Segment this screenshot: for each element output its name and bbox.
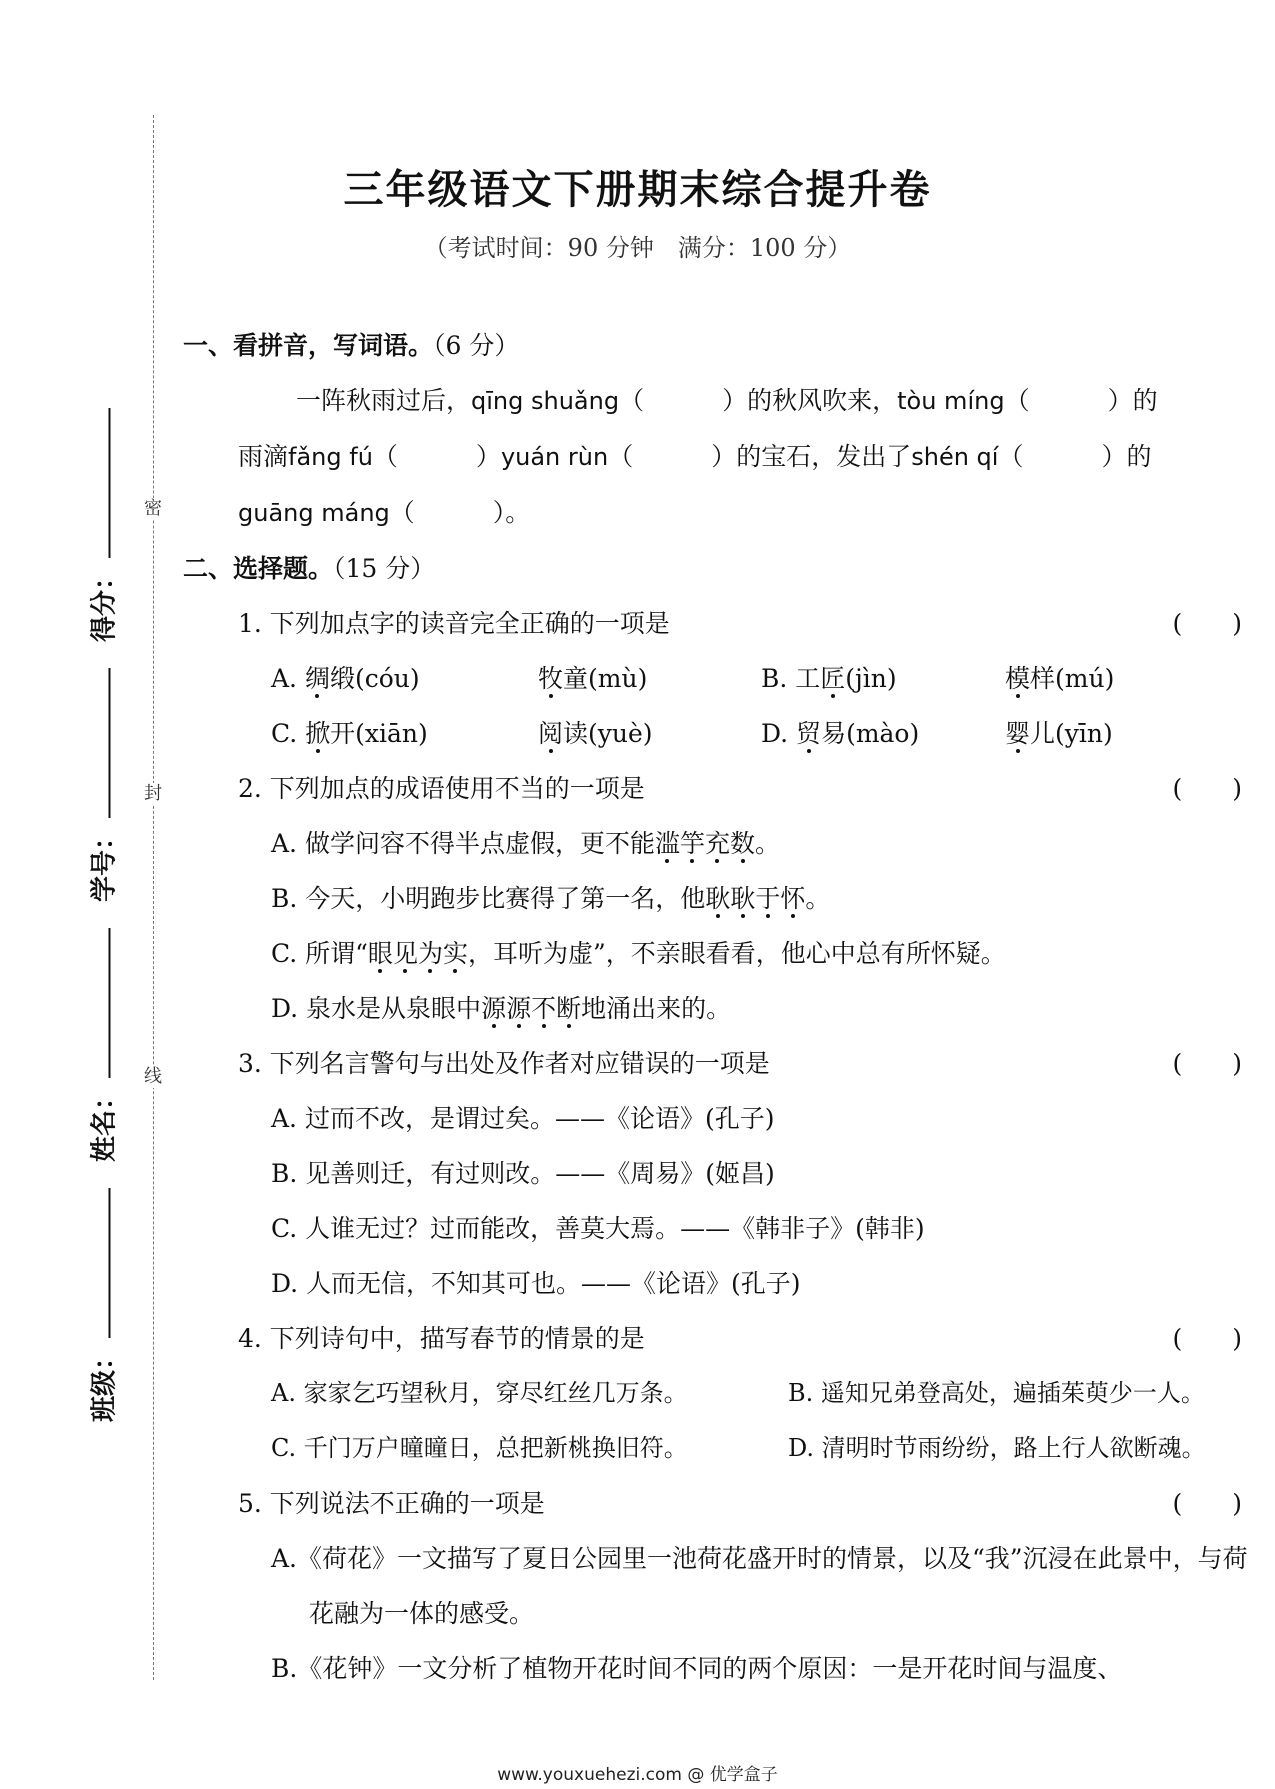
class-blank[interactable]	[108, 1188, 110, 1338]
q4-option-a[interactable]: A. 家家乞巧望秋月，穿尽红丝几万条。	[271, 1379, 688, 1407]
class-field[interactable]	[72, 1175, 132, 1435]
exam-subtitle: （考试时间：90 分钟 满分：100 分）	[423, 234, 852, 262]
exam-title: 三年级语文下册期末综合提升卷	[343, 167, 932, 213]
q2-option-a[interactable]: A. 做学问容不得半点虚假，更不能滥竽充数。	[271, 829, 781, 858]
question-2-stem: 2. 下列加点的成语使用不当的一项是 ( )	[183, 761, 1248, 816]
q1-option-a1[interactable]: A. 绸缎(cóu)	[271, 664, 420, 693]
answer-paren-4[interactable]: ( )	[1172, 1324, 1242, 1353]
section-2-heading: 二、选择题。（15 分）	[183, 554, 436, 583]
exam-content	[183, 318, 1248, 1696]
answer-paren-2[interactable]: ( )	[1172, 774, 1242, 803]
q3-option-d[interactable]: D. 人而无信，不知其可也。——《论语》(孔子)	[271, 1269, 801, 1298]
q1-option-a2: 牧童(mù)	[538, 664, 648, 693]
answer-paren-5[interactable]: ( )	[1172, 1489, 1242, 1518]
q2-option-b[interactable]: B. 今天，小明跑步比赛得了第一名，他耿耿于怀。	[271, 884, 831, 913]
answer-paren-1[interactable]: ( )	[1172, 609, 1242, 638]
question-4-stem: 4. 下列诗句中，描写春节的情景的是 ( )	[183, 1311, 1248, 1366]
seal-dashed-line	[153, 115, 154, 1680]
seal-char-mi: 密	[144, 498, 162, 519]
q4-option-c[interactable]: C. 千门万户曈曈日，总把新桃换旧符。	[271, 1434, 688, 1462]
pinyin-line-2: 雨滴fǎng fú（ ）yuán rùn（ ）的宝石，发出了shén qí（ ）的	[238, 442, 1152, 471]
pinyin-line-3: guāng máng（ ）。	[238, 498, 531, 527]
score-blank[interactable]	[108, 408, 110, 558]
q3-option-b[interactable]: B. 见善则迁，有过则改。——《周易》(姬昌)	[271, 1159, 775, 1188]
q1-option-b1[interactable]: B. 工匠(jìn)	[761, 664, 897, 693]
q3-option-c[interactable]: C. 人谁无过？过而能改，善莫大焉。——《韩非子》(韩非)	[271, 1214, 925, 1243]
class-label: 班级：	[89, 1343, 120, 1423]
question-1-options-row-1	[183, 651, 1248, 706]
name-label: 姓名：	[89, 1083, 120, 1163]
score-field[interactable]	[72, 395, 132, 655]
question-4-options-row-1	[183, 1366, 1248, 1421]
student-id-field[interactable]	[72, 655, 132, 915]
question-4-options-row-2	[183, 1421, 1248, 1476]
q1-option-b2: 模样(mú)	[1005, 664, 1115, 693]
answer-paren-3[interactable]: ( )	[1172, 1049, 1242, 1078]
q2-option-d[interactable]: D. 泉水是从泉眼中源源不断地涌出来的。	[271, 994, 732, 1023]
name-blank[interactable]	[108, 928, 110, 1078]
pinyin-line-1: 一阵秋雨过后，qīng shuǎng（ ）的秋风吹来，tòu míng（ ）的	[296, 386, 1158, 415]
q1-option-d1[interactable]: D. 贸易(mào)	[761, 719, 920, 748]
q2-option-c[interactable]: C. 所谓“眼见为实，耳听为虚”，不亲眼看看，他心中总有所怀疑。	[271, 939, 1006, 968]
q1-option-c2: 阅读(yuè)	[538, 719, 653, 748]
question-5-stem: 5. 下列说法不正确的一项是 ( )	[183, 1476, 1248, 1531]
q1-option-c1[interactable]: C. 掀开(xiān)	[271, 719, 428, 748]
seal-char-xian: 线	[144, 1066, 162, 1087]
student-id-blank[interactable]	[108, 668, 110, 818]
student-id-label: 学号：	[89, 823, 120, 903]
question-1-stem: 1. 下列加点字的读音完全正确的一项是 ( )	[183, 596, 1248, 651]
q3-option-a[interactable]: A. 过而不改，是谓过矣。——《论语》(孔子)	[271, 1104, 775, 1133]
q4-option-b[interactable]: B. 遥知兄弟登高处，遍插茱萸少一人。	[788, 1379, 1205, 1407]
footer-watermark: www.youxuehezi.com @ 优学盒子	[497, 1765, 778, 1785]
seal-char-feng: 封	[144, 783, 162, 804]
score-label: 得分：	[89, 563, 120, 643]
q4-option-d[interactable]: D. 清明时节雨纷纷，路上行人欲断魂。	[788, 1434, 1206, 1462]
section-1-heading: 一、看拼音，写词语。（6 分）	[183, 331, 520, 360]
name-field[interactable]	[72, 915, 132, 1175]
question-1-options-row-2	[183, 706, 1248, 761]
question-3-stem: 3. 下列名言警句与出处及作者对应错误的一项是 ( )	[183, 1036, 1248, 1091]
q1-option-d2: 婴儿(yīn)	[1005, 719, 1113, 748]
q5-option-b[interactable]: B.《花钟》一文分析了植物开花时间不同的两个原因：一是开花时间与温度、	[271, 1654, 1123, 1683]
q5-option-a[interactable]: A.《荷花》一文描写了夏日公园里一池荷花盛开时的情景，以及“我”沉浸在此景中，与荷花融为一体的感受。	[271, 1544, 1248, 1628]
